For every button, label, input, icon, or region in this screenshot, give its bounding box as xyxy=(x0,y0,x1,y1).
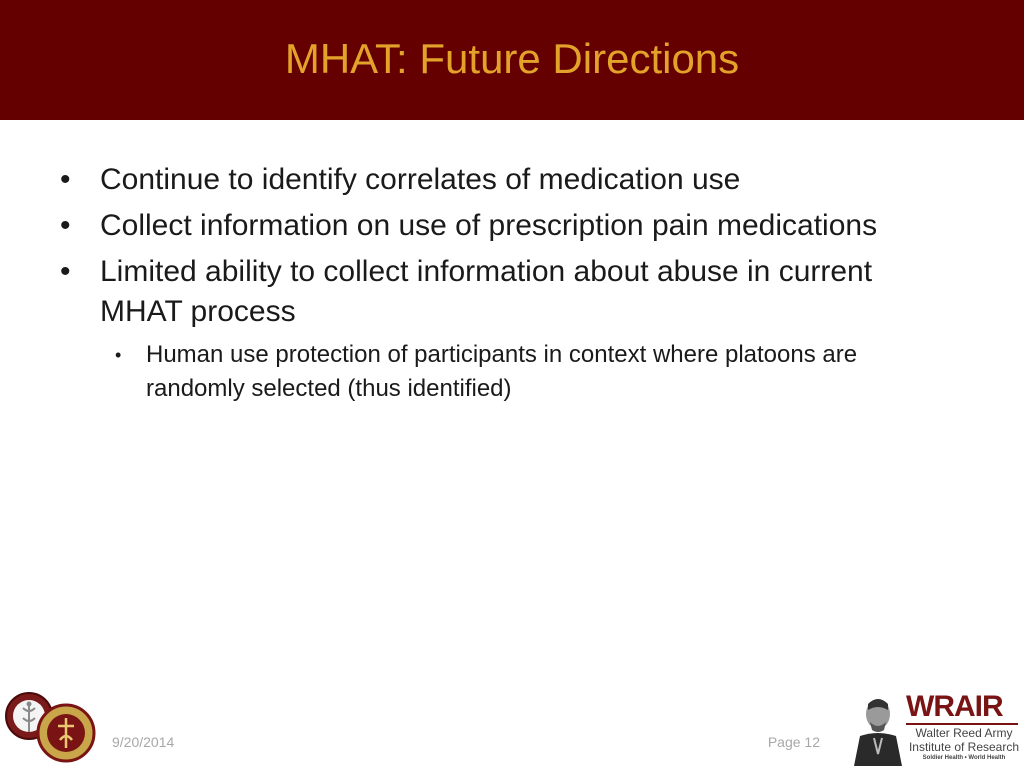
bullet-icon: • xyxy=(60,163,71,196)
sub-bullet-icon: • xyxy=(115,345,122,365)
logo-divider xyxy=(906,723,1018,725)
slide-title: MHAT: Future Directions xyxy=(284,35,740,82)
bullet-item xyxy=(60,160,960,200)
bullet-text: Limited ability to collect information about abuse in current MHAT process xyxy=(100,255,873,328)
bullet-item xyxy=(60,206,960,246)
walter-reed-portrait-icon xyxy=(850,694,904,766)
footer-date: 9/20/2014 xyxy=(112,734,175,750)
bullet-item xyxy=(60,252,960,332)
bullet-icon: • xyxy=(60,255,71,288)
mrmc-seal-icon xyxy=(36,698,96,768)
bullet-icon: • xyxy=(60,209,71,242)
sub-bullet-text: Human use protection of participants in context where platoons are randomly selected (thus identified) xyxy=(146,341,858,402)
sub-bullet-item xyxy=(60,338,960,406)
wrair-logo-text: WRAIR xyxy=(906,690,1003,723)
logo-subtitle-line1: Walter Reed Army xyxy=(915,726,1013,740)
bullet-text: Collect information on use of prescription pain medications xyxy=(100,209,878,242)
logo-subtitle-line2: Institute of Research xyxy=(908,740,1020,754)
title-bar xyxy=(0,0,1024,120)
bullet-text: Continue to identify correlates of medication use xyxy=(100,163,741,196)
slide-body xyxy=(60,160,960,406)
footer-page-number: Page 12 xyxy=(767,734,820,750)
logo-tagline: Soldier Health • World Health xyxy=(922,755,1006,761)
